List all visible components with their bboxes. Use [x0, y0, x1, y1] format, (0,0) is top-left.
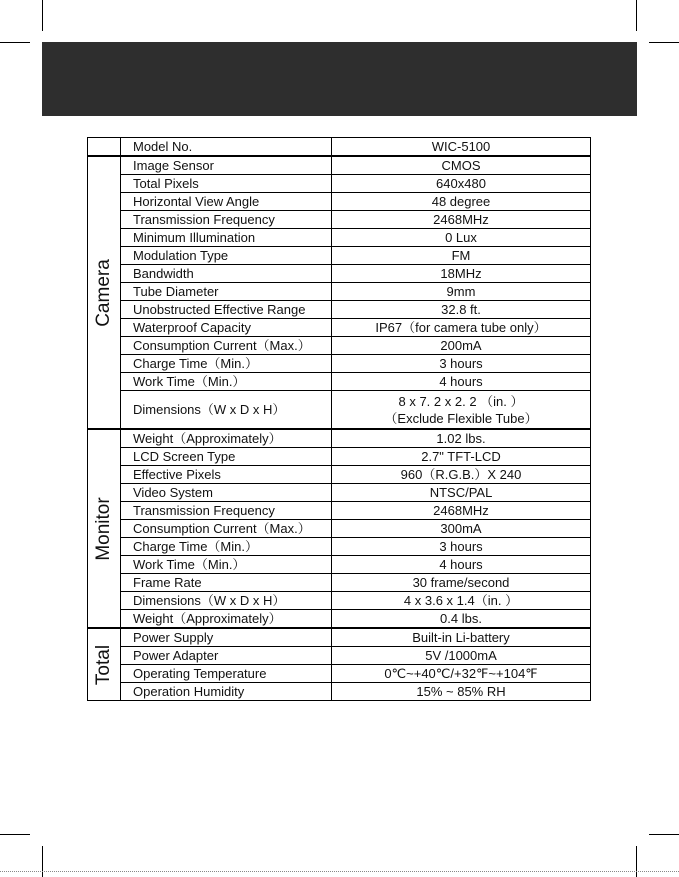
crop-mark: [42, 0, 43, 31]
bottom-dotted-line: [0, 871, 679, 872]
spec-value: FM: [332, 247, 591, 265]
spec-name: Bandwidth: [121, 265, 332, 283]
group-label: Monitor: [93, 496, 114, 561]
spec-name: Consumption Current（Max.）: [121, 337, 332, 355]
spec-value: [332, 391, 591, 430]
table-row: [88, 247, 591, 265]
table-row: [88, 283, 591, 301]
spec-name: Effective Pixels: [121, 466, 332, 484]
table-row: [88, 448, 591, 466]
table-row: [88, 429, 591, 448]
crop-mark: [636, 0, 637, 31]
table-row: [88, 193, 591, 211]
spec-name: Dimensions（W x D x H）: [121, 391, 332, 430]
table-row: [88, 301, 591, 319]
table-row: [88, 175, 591, 193]
group-cell-empty: [88, 138, 121, 157]
spec-name: Image Sensor: [121, 156, 332, 175]
crop-mark: [649, 42, 679, 43]
spec-value: 48 degree: [332, 193, 591, 211]
table-row: [88, 538, 591, 556]
table-row: [88, 484, 591, 502]
spec-name: Weight（Approximately）: [121, 429, 332, 448]
table-row: [88, 391, 591, 430]
spec-name: Horizontal View Angle: [121, 193, 332, 211]
spec-value: 200mA: [332, 337, 591, 355]
spec-name: Power Supply: [121, 628, 332, 647]
spec-value: 0℃~+40℃/+32℉~+104℉: [332, 665, 591, 683]
table-row: [88, 319, 591, 337]
spec-name: LCD Screen Type: [121, 448, 332, 466]
spec-name: Tube Diameter: [121, 283, 332, 301]
spec-value: NTSC/PAL: [332, 484, 591, 502]
spec-name: Work Time（Min.）: [121, 373, 332, 391]
crop-mark: [649, 834, 679, 835]
spec-name: Unobstructed Effective Range: [121, 301, 332, 319]
table-row: [88, 610, 591, 629]
table-row: [88, 665, 591, 683]
group-monitor: [88, 429, 121, 628]
spec-value: CMOS: [332, 156, 591, 175]
spec-name: Video System: [121, 484, 332, 502]
group-label: Total: [93, 644, 114, 685]
spec-value: 0.4 lbs.: [332, 610, 591, 629]
model-value: WIC-5100: [332, 138, 591, 157]
spec-value: 2468MHz: [332, 502, 591, 520]
spec-value: 2468MHz: [332, 211, 591, 229]
spec-value: 18MHz: [332, 265, 591, 283]
spec-value: 30 frame/second: [332, 574, 591, 592]
dimension-value: 8 x 7. 2 x 2. 2 （in. ）: [398, 393, 524, 409]
table-row: [88, 647, 591, 665]
table-row: [88, 373, 591, 391]
table-row: [88, 229, 591, 247]
table-row: [88, 211, 591, 229]
spec-value: 3 hours: [332, 355, 591, 373]
spec-name: Power Adapter: [121, 647, 332, 665]
spec-value: 640x480: [332, 175, 591, 193]
table-row: [88, 337, 591, 355]
group-label: Camera: [93, 258, 114, 327]
table-row: [88, 355, 591, 373]
crop-mark: [0, 834, 30, 835]
spec-value: 15% ~ 85% RH: [332, 683, 591, 701]
spec-name: Minimum Illumination: [121, 229, 332, 247]
spec-name: Transmission Frequency: [121, 211, 332, 229]
spec-name: Waterproof Capacity: [121, 319, 332, 337]
spec-name: Charge Time（Min.）: [121, 355, 332, 373]
model-label: Model No.: [121, 138, 332, 157]
spec-value: Built-in Li-battery: [332, 628, 591, 647]
table-row: [88, 265, 591, 283]
spec-name: Work Time（Min.）: [121, 556, 332, 574]
table-row: [88, 556, 591, 574]
crop-mark: [636, 846, 637, 877]
table-row: [88, 138, 591, 157]
group-camera: [88, 156, 121, 429]
spec-value: 9mm: [332, 283, 591, 301]
spec-value: 300mA: [332, 520, 591, 538]
group-total: [88, 628, 121, 701]
spec-value: 0 Lux: [332, 229, 591, 247]
spec-value: IP67（for camera tube only）: [332, 319, 591, 337]
spec-value: 4 hours: [332, 556, 591, 574]
table-row: [88, 156, 591, 175]
spec-value: 5V /1000mA: [332, 647, 591, 665]
spec-name: Operating Temperature: [121, 665, 332, 683]
table-row: [88, 574, 591, 592]
header-bar: [42, 42, 637, 116]
spec-name: Dimensions（W x D x H）: [121, 592, 332, 610]
dimension-note: （Exclude Flexible Tube）: [384, 410, 538, 426]
table-row: [88, 466, 591, 484]
spec-value: 32.8 ft.: [332, 301, 591, 319]
spec-value: 4 hours: [332, 373, 591, 391]
spec-name: Transmission Frequency: [121, 502, 332, 520]
crop-mark: [0, 42, 30, 43]
spec-value: 3 hours: [332, 538, 591, 556]
table-row: [88, 592, 591, 610]
table-row: [88, 520, 591, 538]
spec-name: Consumption Current（Max.）: [121, 520, 332, 538]
table-row: [88, 628, 591, 647]
spec-name: Modulation Type: [121, 247, 332, 265]
spec-name: Charge Time（Min.）: [121, 538, 332, 556]
spec-value: 960（R.G.B.）X 240: [332, 466, 591, 484]
spec-name: Frame Rate: [121, 574, 332, 592]
crop-mark: [42, 846, 43, 877]
spec-value: 4 x 3.6 x 1.4（in. ）: [332, 592, 591, 610]
spec-name: Operation Humidity: [121, 683, 332, 701]
spec-table: [87, 137, 591, 701]
table-row: [88, 683, 591, 701]
spec-value: 1.02 lbs.: [332, 429, 591, 448]
spec-name: Weight（Approximately）: [121, 610, 332, 629]
table-row: [88, 502, 591, 520]
spec-value: 2.7" TFT-LCD: [332, 448, 591, 466]
spec-name: Total Pixels: [121, 175, 332, 193]
